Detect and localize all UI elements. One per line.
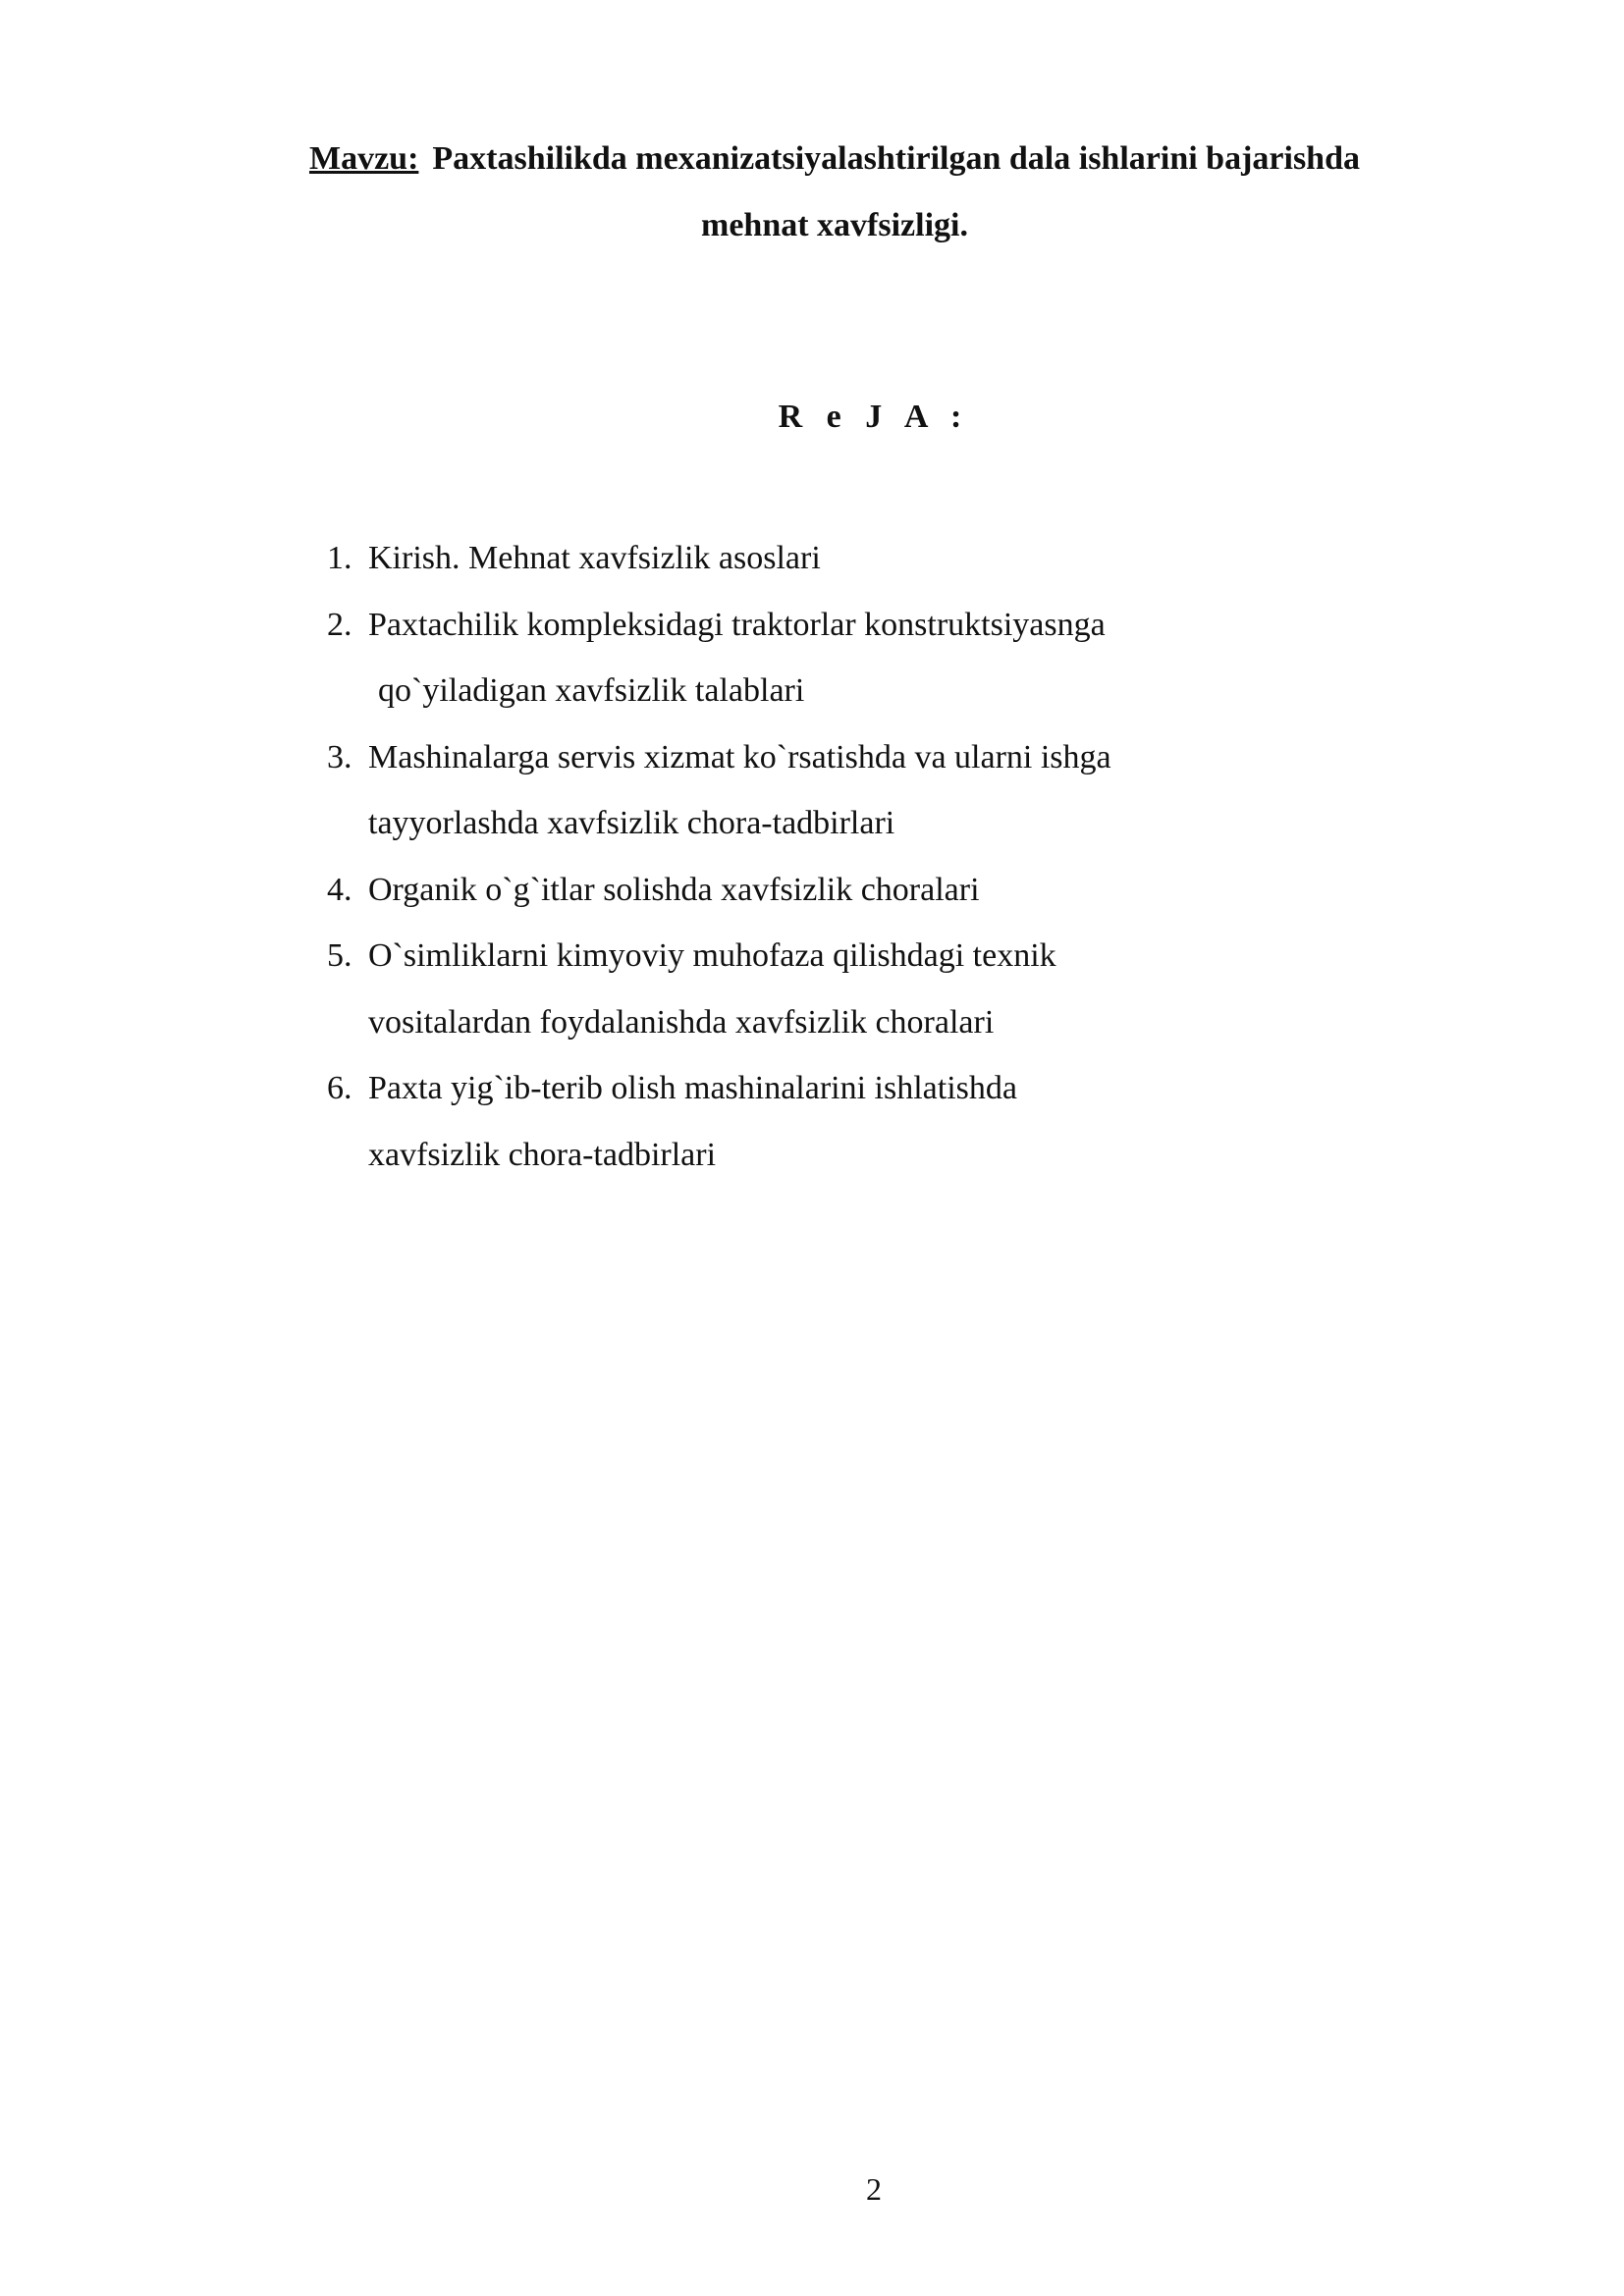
plan-list	[327, 525, 1309, 1188]
plan-item-text	[368, 923, 1309, 1055]
plan-item-line: Mashinalarga servis xizmat ko`rsatishda va ularni ishga	[368, 738, 1111, 775]
plan-item-number: 1.	[327, 540, 352, 576]
title-line-1	[196, 126, 1473, 192]
plan-item-number: 2.	[327, 606, 352, 643]
plan-item-5	[327, 923, 1309, 1055]
plan-item-line: Paxtachilik kompleksidagi traktorlar konstruktsiyasnga	[368, 606, 1106, 643]
plan-item-2	[327, 592, 1309, 724]
plan-item-number: 6.	[327, 1070, 352, 1106]
plan-item-text	[368, 592, 1309, 724]
plan-item-text	[368, 724, 1309, 857]
plan-item-1	[327, 525, 1309, 592]
plan-item-line: qo`yiladigan xavfsizlik talablari	[378, 672, 805, 709]
plan-item-line: Kirish. Mehnat xavfsizlik asoslari	[368, 540, 821, 576]
title-text-1: Paxtashilikda mexanizatsiyalashtirilgan dala ishlarini bajarishda	[432, 140, 1361, 177]
plan-item-number: 4.	[327, 871, 352, 908]
plan-item-line: O`simliklarni kimyoviy muhofaza qilishdagi texnik	[368, 937, 1056, 974]
page-number: 2	[866, 2171, 882, 2207]
reja-heading: R e J A :	[778, 399, 970, 435]
plan-item-line: Organik o`g`itlar solishda xavfsizlik choralari	[368, 871, 980, 908]
title-line-2: mehnat xavfsizligi.	[701, 207, 968, 243]
plan-item-line: tayyorlashda xavfsizlik chora-tadbirlari	[368, 805, 895, 841]
plan-item-3	[327, 724, 1309, 857]
plan-item-text	[368, 525, 1309, 592]
plan-item-text	[368, 857, 1309, 924]
title-block	[196, 126, 1473, 259]
mavzu-label: Mavzu:	[308, 140, 419, 177]
plan-item-text	[368, 1055, 1309, 1188]
plan-item-number: 5.	[327, 937, 352, 974]
plan-item-line: Paxta yig`ib-terib olish mashinalarini ishlatishda	[368, 1070, 1017, 1106]
plan-item-line: vositalardan foydalanishda xavfsizlik choralari	[368, 1003, 995, 1041]
plan-item-number: 3.	[327, 738, 352, 775]
plan-item-6	[327, 1055, 1309, 1188]
plan-item-line: xavfsizlik chora-tadbirlari	[368, 1136, 717, 1173]
plan-item-4	[327, 857, 1309, 924]
